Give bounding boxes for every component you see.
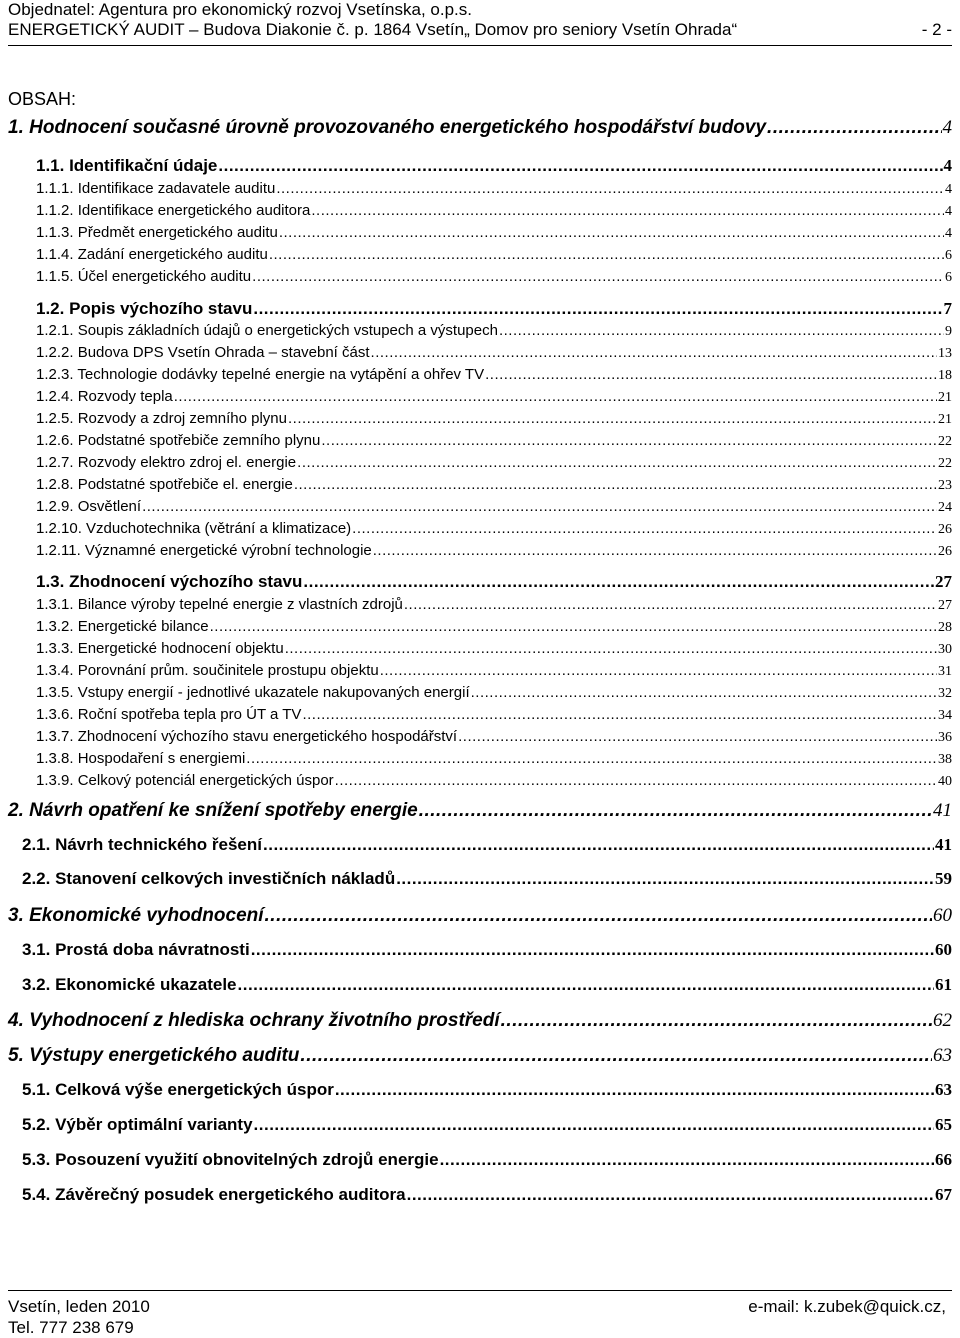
toc-entry-title: 1.3.6. Roční spotřeba tepla pro ÚT a TV — [36, 706, 302, 723]
toc-entry-title: 3.1. Prostá doba návratnosti — [22, 940, 250, 959]
toc-entry-page: 23 — [938, 478, 952, 493]
toc-entry[interactable] — [36, 366, 952, 384]
toc-dot-leader — [371, 344, 937, 361]
toc-entry-page: 6 — [945, 248, 952, 263]
toc-dot-leader — [174, 388, 937, 405]
toc-entry[interactable] — [36, 344, 952, 362]
header-audit-text: ENERGETICKÝ AUDIT – Budova Diakonie č. p. 1864 Vsetín„ Domov pro seniory Vsetín Ohrada“ — [8, 20, 738, 39]
toc-entry[interactable] — [8, 905, 952, 927]
toc-dot-leader — [252, 268, 944, 285]
footer-divider — [8, 1290, 952, 1291]
toc-entry-title: 2.1. Návrh technického řešení — [22, 835, 262, 854]
toc-dot-leader — [253, 299, 942, 319]
toc-entry-title: 5.1. Celková výše energetických úspor — [22, 1080, 334, 1099]
toc-entry-title: 1.2.2. Budova DPS Vsetín Ohrada – stavební část — [36, 344, 370, 361]
toc-entry-title: 1.2.11. Významné energetické výrobní technologie — [36, 542, 372, 559]
toc-entry-page: 63 — [933, 1045, 952, 1066]
toc-entry-page: 41 — [933, 800, 952, 821]
toc-entry-page: 9 — [945, 324, 952, 339]
toc-entry[interactable] — [36, 299, 952, 319]
toc-entry-page: 60 — [933, 905, 952, 926]
toc-entry-title: 5. Výstupy energetického auditu — [8, 1045, 300, 1066]
toc-entry-page: 27 — [935, 572, 952, 591]
toc-entry-page: 32 — [938, 686, 952, 701]
toc-entry[interactable] — [36, 728, 952, 746]
toc-dot-leader — [276, 180, 944, 197]
toc-entry-title: 5.3. Posouzení využití obnovitelných zdrojů energie — [22, 1150, 439, 1169]
toc-entry-page: 13 — [938, 346, 952, 361]
toc-entry[interactable] — [36, 224, 952, 242]
toc-entry-page: 26 — [938, 522, 952, 537]
toc-entry-page: 59 — [935, 869, 952, 888]
toc-entry-page: 21 — [938, 390, 952, 405]
toc-entry-page: 21 — [938, 412, 952, 427]
toc-dot-leader — [311, 202, 944, 219]
toc-entry-title: 1.3.7. Zhodnocení výchozího stavu energetického hospodářství — [36, 728, 458, 745]
toc-entry-title: 1.1.3. Předmět energetického auditu — [36, 224, 278, 241]
toc-entry-page: 4 — [942, 117, 952, 138]
toc-dot-leader — [294, 476, 937, 493]
toc-entry-page: 4 — [945, 226, 952, 241]
header-divider — [8, 45, 952, 46]
toc-entry[interactable] — [36, 572, 952, 592]
toc-dot-leader — [263, 835, 934, 855]
toc-dot-leader — [285, 640, 937, 657]
toc-entry-page: 4 — [945, 204, 952, 219]
toc-entry-title: 1.1.4. Zadání energetického auditu — [36, 246, 268, 263]
toc-entry[interactable] — [36, 432, 952, 450]
toc-dot-leader — [269, 246, 944, 263]
toc-dot-leader — [335, 772, 937, 789]
toc-entry-page: 4 — [943, 156, 952, 175]
toc-entry-title: 1.1.2. Identifikace energetického auditora — [36, 202, 311, 219]
toc-entry-page: 28 — [938, 620, 952, 635]
toc-entry-page: 24 — [938, 500, 952, 515]
toc-entry-title: 1.1.1. Identifikace zadavatele auditu — [36, 180, 276, 197]
toc-entry[interactable] — [22, 975, 952, 995]
toc-dot-leader — [302, 706, 937, 723]
toc-entry[interactable] — [22, 835, 952, 855]
toc-dot-leader — [373, 542, 937, 559]
toc-heading: OBSAH: — [8, 89, 77, 109]
toc-dot-leader — [396, 869, 934, 889]
toc-dot-leader — [404, 596, 937, 613]
toc-entry-page: 66 — [935, 1150, 952, 1169]
toc-entry[interactable] — [36, 476, 952, 494]
toc-dot-leader — [485, 366, 937, 383]
toc-entry[interactable] — [36, 246, 952, 264]
toc-dot-leader — [352, 520, 937, 537]
toc-entry-title: 1.3.2. Energetické bilance — [36, 618, 209, 635]
toc-dot-leader — [767, 117, 941, 139]
toc-dot-leader — [303, 572, 934, 592]
toc-dot-leader — [279, 224, 944, 241]
toc-dot-leader — [321, 432, 937, 449]
toc-entry[interactable] — [36, 662, 952, 680]
toc-entry-page: 38 — [938, 752, 952, 767]
toc-entry-title: 3. Ekonomické vyhodnocení — [8, 905, 264, 926]
toc-entry[interactable] — [8, 800, 952, 822]
toc-entry[interactable] — [36, 684, 952, 702]
toc-entry[interactable] — [8, 117, 952, 139]
toc-entry-title: 1.3.1. Bilance výroby tepelné energie z vlastních zdrojů — [36, 596, 403, 613]
toc-entry-title: 1.3.3. Energetické hodnocení objektu — [36, 640, 284, 657]
header-client: Objednatel: Agentura pro ekonomický rozvoj Vsetínska, o.p.s. — [8, 0, 472, 19]
toc-entry[interactable] — [8, 1010, 952, 1032]
toc-entry-page: 26 — [938, 544, 952, 559]
toc-dot-leader — [407, 1185, 934, 1205]
toc-entry-title: 1.2.4. Rozvody tepla — [36, 388, 173, 405]
toc-entry-title: 1. Hodnocení současné úrovně provozovaného energetického hospodářství budovy — [8, 117, 767, 138]
toc-dot-leader — [251, 940, 934, 960]
toc-dot-leader — [501, 1010, 932, 1032]
toc-entry-title: 1.3.5. Vstupy energií - jednotlivé ukazatele nakupovaných energií — [36, 684, 470, 701]
toc-entry-title: 1.2.8. Podstatné spotřebiče el. energie — [36, 476, 293, 493]
toc-entry[interactable] — [36, 322, 952, 340]
toc-entry-title: 1.2.10. Vzduchotechnika (větrání a klimatizace) — [36, 520, 352, 537]
toc-dot-leader — [471, 684, 937, 701]
toc-entry-title: 1.2.7. Rozvody elektro zdroj el. energie — [36, 454, 297, 471]
toc-entry[interactable] — [22, 940, 952, 960]
toc-entry-title: 1.3.4. Porovnání prům. součinitele prostupu objektu — [36, 662, 379, 679]
toc-entry[interactable] — [36, 520, 952, 538]
toc-entry-page: 61 — [935, 975, 952, 994]
toc-dot-leader — [499, 322, 944, 339]
toc-entry-title: 1.3. Zhodnocení výchozího stavu — [36, 572, 303, 591]
toc-entry-page: 22 — [938, 456, 952, 471]
toc-entry[interactable] — [36, 202, 952, 220]
toc-entry[interactable] — [36, 454, 952, 472]
toc-entry[interactable] — [22, 1115, 952, 1135]
toc-entry[interactable] — [8, 1045, 952, 1067]
footer-line-1 — [8, 1296, 952, 1317]
toc-dot-leader — [458, 728, 937, 745]
page-footer — [8, 1296, 952, 1338]
toc-entry[interactable] — [36, 596, 952, 614]
toc-dot-leader — [380, 662, 937, 679]
toc-dot-leader — [297, 454, 937, 471]
toc-entry[interactable] — [36, 706, 952, 724]
toc-entry[interactable] — [22, 869, 952, 889]
footer-email: e-mail: k.zubek@quick.cz, — [748, 1297, 946, 1316]
toc-entry-title: 5.2. Výběr optimální varianty — [22, 1115, 253, 1134]
toc-dot-leader — [218, 156, 942, 176]
toc-entry[interactable] — [36, 542, 952, 560]
toc-entry-page: 62 — [933, 1010, 952, 1031]
toc-entry[interactable] — [36, 498, 952, 516]
toc-entry-page: 22 — [938, 434, 952, 449]
toc-entry-page: 18 — [938, 368, 952, 383]
toc-entry-page: 7 — [943, 299, 952, 318]
toc-entry-title: 2.2. Stanovení celkových investičních nákladů — [22, 869, 396, 888]
toc-entry-title: 1.2.5. Rozvody a zdroj zemního plynu — [36, 410, 287, 427]
toc-entry[interactable] — [36, 180, 952, 198]
toc-entry-page: 6 — [945, 270, 952, 285]
toc-entry[interactable] — [22, 1080, 952, 1100]
toc-entry-page: 27 — [938, 598, 952, 613]
page-header — [8, 0, 958, 40]
toc-entry-title: 2. Návrh opatření ke snížení spotřeby energie — [8, 800, 418, 821]
toc-entry-title: 1.1.5. Účel energetického auditu — [36, 268, 252, 285]
toc-entry-page: 31 — [938, 664, 952, 679]
toc-dot-leader — [254, 1115, 934, 1135]
toc-entry-page: 40 — [938, 774, 952, 789]
toc-dot-leader — [142, 498, 937, 515]
toc-entry[interactable] — [36, 268, 952, 286]
toc-dot-leader — [440, 1150, 934, 1170]
toc-entry-page: 4 — [945, 182, 952, 197]
toc-entry[interactable] — [36, 640, 952, 658]
toc-entry-page: 34 — [938, 708, 952, 723]
toc-entry-title: 1.3.8. Hospodaření s energiemi — [36, 750, 246, 767]
toc-dot-leader — [288, 410, 937, 427]
footer-phone: Tel. 777 238 679 — [8, 1318, 134, 1337]
toc-dot-leader — [335, 1080, 934, 1100]
toc-entry-title: 4. Vyhodnocení z hlediska ochrany životního prostředí — [8, 1010, 500, 1031]
toc-entry-title: 5.4. Závěrečný posudek energetického auditora — [22, 1185, 406, 1204]
toc-entry-title: 1.1. Identifikační údaje — [36, 156, 218, 175]
toc-entry-title: 3.2. Ekonomické ukazatele — [22, 975, 237, 994]
toc-entry-title: 1.2.6. Podstatné spotřebiče zemního plynu — [36, 432, 321, 449]
toc-entry[interactable] — [22, 1185, 952, 1205]
toc-entry-page: 30 — [938, 642, 952, 657]
header-page-number: - 2 - — [921, 20, 952, 39]
toc-entry[interactable] — [36, 410, 952, 428]
header-audit-title — [8, 20, 958, 40]
toc-entry-page: 67 — [935, 1185, 952, 1204]
toc-dot-leader — [210, 618, 937, 635]
toc-entry-page: 36 — [938, 730, 952, 745]
toc-dot-leader — [246, 750, 937, 767]
toc-entry-title: 1.2. Popis výchozího stavu — [36, 299, 253, 318]
toc-dot-leader — [300, 1045, 932, 1067]
footer-place-date: Vsetín, leden 2010 — [8, 1297, 150, 1316]
toc-entry[interactable] — [36, 156, 952, 176]
toc-entry-page: 63 — [935, 1080, 952, 1099]
toc-entry[interactable] — [36, 618, 952, 636]
toc-entry-title: 1.2.1. Soupis základních údajů o energetických vstupech a výstupech — [36, 322, 498, 339]
toc-entry[interactable] — [22, 1150, 952, 1170]
toc-entry-title: 1.2.3. Technologie dodávky tepelné energie na vytápění a ohřev TV — [36, 366, 485, 383]
toc-entry-page: 60 — [935, 940, 952, 959]
toc-entry[interactable] — [36, 750, 952, 768]
toc-entry[interactable] — [36, 388, 952, 406]
toc-entry[interactable] — [36, 772, 952, 790]
toc-entry-title: 1.3.9. Celkový potenciál energetických úspor — [36, 772, 334, 789]
toc-entry-title: 1.2.9. Osvětlení — [36, 498, 142, 515]
toc-entry-page: 41 — [935, 835, 952, 854]
toc-dot-leader — [238, 975, 935, 995]
toc-dot-leader — [419, 800, 932, 822]
toc-dot-leader — [265, 905, 932, 927]
toc-entry-page: 65 — [935, 1115, 952, 1134]
